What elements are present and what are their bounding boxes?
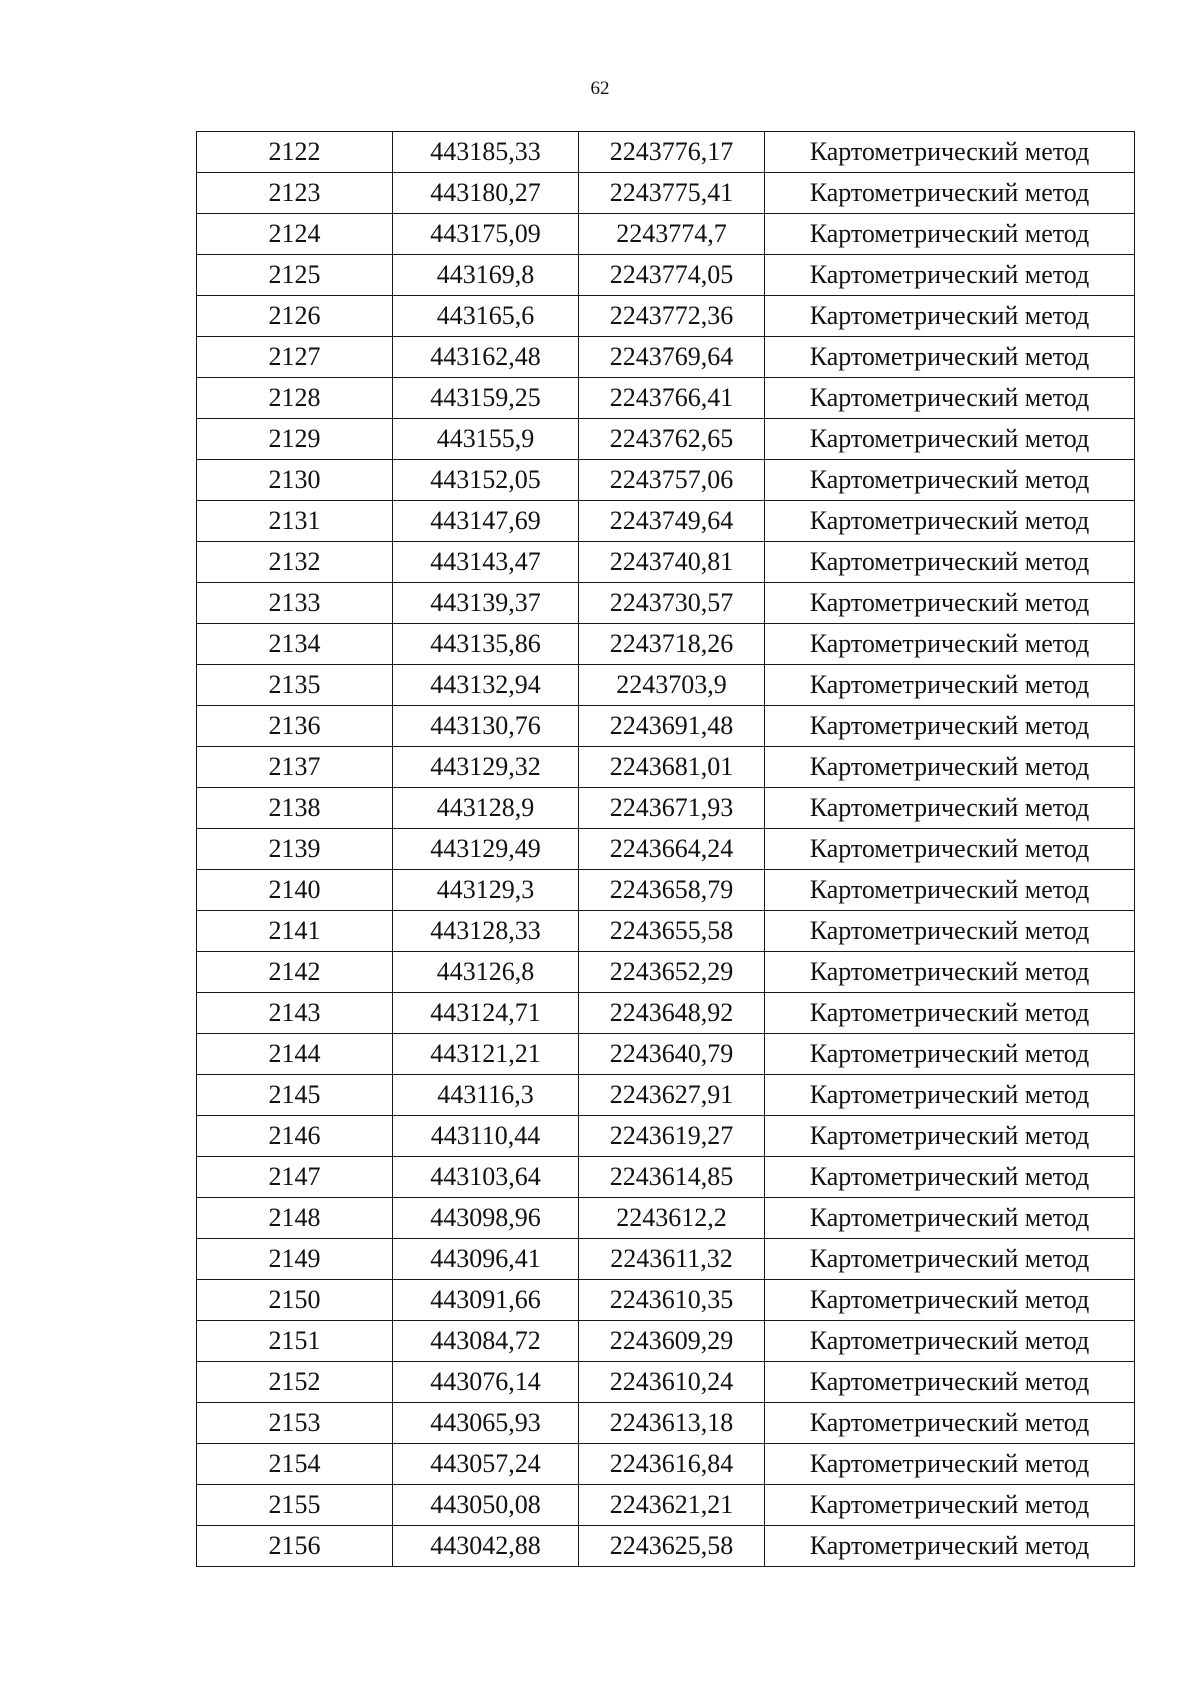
method-cell: Картометрический метод xyxy=(765,296,1135,337)
y-coordinate-cell: 2243749,64 xyxy=(579,501,765,542)
y-coordinate-cell: 2243730,57 xyxy=(579,583,765,624)
x-coordinate-cell: 443139,37 xyxy=(393,583,579,624)
x-coordinate-cell: 443132,94 xyxy=(393,665,579,706)
method-cell: Картометрический метод xyxy=(765,583,1135,624)
table-row xyxy=(197,870,1135,911)
x-coordinate-cell: 443110,44 xyxy=(393,1116,579,1157)
x-coordinate-cell: 443126,8 xyxy=(393,952,579,993)
table-row xyxy=(197,1526,1135,1567)
x-coordinate-cell: 443091,66 xyxy=(393,1280,579,1321)
y-coordinate-cell: 2243613,18 xyxy=(579,1403,765,1444)
point-number-cell: 2133 xyxy=(197,583,393,624)
point-number-cell: 2144 xyxy=(197,1034,393,1075)
method-cell: Картометрический метод xyxy=(765,1157,1135,1198)
point-number-cell: 2127 xyxy=(197,337,393,378)
x-coordinate-cell: 443103,64 xyxy=(393,1157,579,1198)
table-row xyxy=(197,747,1135,788)
y-coordinate-cell: 2243762,65 xyxy=(579,419,765,460)
method-cell: Картометрический метод xyxy=(765,1280,1135,1321)
table-row xyxy=(197,1280,1135,1321)
table-row xyxy=(197,1403,1135,1444)
method-cell: Картометрический метод xyxy=(765,1403,1135,1444)
method-cell: Картометрический метод xyxy=(765,1526,1135,1567)
table-row xyxy=(197,1239,1135,1280)
method-cell: Картометрический метод xyxy=(765,1198,1135,1239)
table-row xyxy=(197,378,1135,419)
table-row xyxy=(197,1362,1135,1403)
y-coordinate-cell: 2243619,27 xyxy=(579,1116,765,1157)
point-number-cell: 2129 xyxy=(197,419,393,460)
y-coordinate-cell: 2243610,24 xyxy=(579,1362,765,1403)
method-cell: Картометрический метод xyxy=(765,173,1135,214)
y-coordinate-cell: 2243655,58 xyxy=(579,911,765,952)
point-number-cell: 2148 xyxy=(197,1198,393,1239)
table-row xyxy=(197,542,1135,583)
y-coordinate-cell: 2243757,06 xyxy=(579,460,765,501)
table-row xyxy=(197,665,1135,706)
y-coordinate-cell: 2243664,24 xyxy=(579,829,765,870)
x-coordinate-cell: 443129,3 xyxy=(393,870,579,911)
x-coordinate-cell: 443098,96 xyxy=(393,1198,579,1239)
table-row xyxy=(197,501,1135,542)
method-cell: Картометрический метод xyxy=(765,337,1135,378)
point-number-cell: 2155 xyxy=(197,1485,393,1526)
method-cell: Картометрический метод xyxy=(765,1321,1135,1362)
method-cell: Картометрический метод xyxy=(765,665,1135,706)
table-row xyxy=(197,1157,1135,1198)
point-number-cell: 2125 xyxy=(197,255,393,296)
method-cell: Картометрический метод xyxy=(765,1075,1135,1116)
x-coordinate-cell: 443175,09 xyxy=(393,214,579,255)
y-coordinate-cell: 2243681,01 xyxy=(579,747,765,788)
y-coordinate-cell: 2243776,17 xyxy=(579,132,765,173)
x-coordinate-cell: 443076,14 xyxy=(393,1362,579,1403)
x-coordinate-cell: 443152,05 xyxy=(393,460,579,501)
table-row xyxy=(197,1075,1135,1116)
method-cell: Картометрический метод xyxy=(765,255,1135,296)
x-coordinate-cell: 443130,76 xyxy=(393,706,579,747)
point-number-cell: 2141 xyxy=(197,911,393,952)
x-coordinate-cell: 443057,24 xyxy=(393,1444,579,1485)
table-row xyxy=(197,706,1135,747)
point-number-cell: 2138 xyxy=(197,788,393,829)
table-row xyxy=(197,993,1135,1034)
x-coordinate-cell: 443129,32 xyxy=(393,747,579,788)
table-row xyxy=(197,173,1135,214)
method-cell: Картометрический метод xyxy=(765,1239,1135,1280)
method-cell: Картометрический метод xyxy=(765,870,1135,911)
x-coordinate-cell: 443096,41 xyxy=(393,1239,579,1280)
x-coordinate-cell: 443042,88 xyxy=(393,1526,579,1567)
x-coordinate-cell: 443147,69 xyxy=(393,501,579,542)
table-row xyxy=(197,419,1135,460)
point-number-cell: 2131 xyxy=(197,501,393,542)
coordinates-table xyxy=(196,131,1135,1567)
y-coordinate-cell: 2243610,35 xyxy=(579,1280,765,1321)
x-coordinate-cell: 443065,93 xyxy=(393,1403,579,1444)
y-coordinate-cell: 2243774,7 xyxy=(579,214,765,255)
table-row xyxy=(197,952,1135,993)
point-number-cell: 2146 xyxy=(197,1116,393,1157)
point-number-cell: 2123 xyxy=(197,173,393,214)
table-row xyxy=(197,829,1135,870)
point-number-cell: 2122 xyxy=(197,132,393,173)
x-coordinate-cell: 443121,21 xyxy=(393,1034,579,1075)
y-coordinate-cell: 2243609,29 xyxy=(579,1321,765,1362)
point-number-cell: 2152 xyxy=(197,1362,393,1403)
table-row xyxy=(197,255,1135,296)
x-coordinate-cell: 443128,9 xyxy=(393,788,579,829)
x-coordinate-cell: 443128,33 xyxy=(393,911,579,952)
method-cell: Картометрический метод xyxy=(765,542,1135,583)
point-number-cell: 2132 xyxy=(197,542,393,583)
x-coordinate-cell: 443143,47 xyxy=(393,542,579,583)
table-row xyxy=(197,583,1135,624)
method-cell: Картометрический метод xyxy=(765,993,1135,1034)
y-coordinate-cell: 2243718,26 xyxy=(579,624,765,665)
point-number-cell: 2153 xyxy=(197,1403,393,1444)
method-cell: Картометрический метод xyxy=(765,1034,1135,1075)
method-cell: Картометрический метод xyxy=(765,378,1135,419)
x-coordinate-cell: 443159,25 xyxy=(393,378,579,419)
method-cell: Картометрический метод xyxy=(765,1362,1135,1403)
y-coordinate-cell: 2243775,41 xyxy=(579,173,765,214)
point-number-cell: 2130 xyxy=(197,460,393,501)
method-cell: Картометрический метод xyxy=(765,952,1135,993)
point-number-cell: 2124 xyxy=(197,214,393,255)
y-coordinate-cell: 2243772,36 xyxy=(579,296,765,337)
y-coordinate-cell: 2243621,21 xyxy=(579,1485,765,1526)
point-number-cell: 2128 xyxy=(197,378,393,419)
x-coordinate-cell: 443165,6 xyxy=(393,296,579,337)
table-row xyxy=(197,1321,1135,1362)
point-number-cell: 2147 xyxy=(197,1157,393,1198)
y-coordinate-cell: 2243658,79 xyxy=(579,870,765,911)
table-row xyxy=(197,1485,1135,1526)
point-number-cell: 2126 xyxy=(197,296,393,337)
y-coordinate-cell: 2243612,2 xyxy=(579,1198,765,1239)
method-cell: Картометрический метод xyxy=(765,829,1135,870)
method-cell: Картометрический метод xyxy=(765,1444,1135,1485)
y-coordinate-cell: 2243703,9 xyxy=(579,665,765,706)
y-coordinate-cell: 2243769,64 xyxy=(579,337,765,378)
table-row xyxy=(197,337,1135,378)
point-number-cell: 2142 xyxy=(197,952,393,993)
y-coordinate-cell: 2243627,91 xyxy=(579,1075,765,1116)
y-coordinate-cell: 2243611,32 xyxy=(579,1239,765,1280)
method-cell: Картометрический метод xyxy=(765,460,1135,501)
point-number-cell: 2139 xyxy=(197,829,393,870)
point-number-cell: 2137 xyxy=(197,747,393,788)
x-coordinate-cell: 443155,9 xyxy=(393,419,579,460)
point-number-cell: 2135 xyxy=(197,665,393,706)
x-coordinate-cell: 443169,8 xyxy=(393,255,579,296)
table-row xyxy=(197,296,1135,337)
method-cell: Картометрический метод xyxy=(765,747,1135,788)
point-number-cell: 2149 xyxy=(197,1239,393,1280)
x-coordinate-cell: 443050,08 xyxy=(393,1485,579,1526)
x-coordinate-cell: 443084,72 xyxy=(393,1321,579,1362)
y-coordinate-cell: 2243774,05 xyxy=(579,255,765,296)
method-cell: Картометрический метод xyxy=(765,419,1135,460)
table-row xyxy=(197,788,1135,829)
x-coordinate-cell: 443116,3 xyxy=(393,1075,579,1116)
point-number-cell: 2136 xyxy=(197,706,393,747)
point-number-cell: 2151 xyxy=(197,1321,393,1362)
x-coordinate-cell: 443162,48 xyxy=(393,337,579,378)
table-row xyxy=(197,1444,1135,1485)
method-cell: Картометрический метод xyxy=(765,1485,1135,1526)
method-cell: Картометрический метод xyxy=(765,911,1135,952)
coordinates-table-body xyxy=(197,132,1135,1567)
table-row xyxy=(197,460,1135,501)
table-row xyxy=(197,1034,1135,1075)
table-row xyxy=(197,214,1135,255)
point-number-cell: 2156 xyxy=(197,1526,393,1567)
method-cell: Картометрический метод xyxy=(765,132,1135,173)
table-row xyxy=(197,624,1135,665)
point-number-cell: 2140 xyxy=(197,870,393,911)
point-number-cell: 2143 xyxy=(197,993,393,1034)
x-coordinate-cell: 443180,27 xyxy=(393,173,579,214)
method-cell: Картометрический метод xyxy=(765,706,1135,747)
method-cell: Картометрический метод xyxy=(765,1116,1135,1157)
table-row xyxy=(197,1198,1135,1239)
y-coordinate-cell: 2243616,84 xyxy=(579,1444,765,1485)
y-coordinate-cell: 2243671,93 xyxy=(579,788,765,829)
point-number-cell: 2154 xyxy=(197,1444,393,1485)
point-number-cell: 2150 xyxy=(197,1280,393,1321)
method-cell: Картометрический метод xyxy=(765,624,1135,665)
method-cell: Картометрический метод xyxy=(765,788,1135,829)
point-number-cell: 2145 xyxy=(197,1075,393,1116)
method-cell: Картометрический метод xyxy=(765,214,1135,255)
x-coordinate-cell: 443135,86 xyxy=(393,624,579,665)
y-coordinate-cell: 2243648,92 xyxy=(579,993,765,1034)
y-coordinate-cell: 2243691,48 xyxy=(579,706,765,747)
y-coordinate-cell: 2243766,41 xyxy=(579,378,765,419)
table-row xyxy=(197,911,1135,952)
table-row xyxy=(197,132,1135,173)
page-number: 62 xyxy=(590,78,610,99)
x-coordinate-cell: 443129,49 xyxy=(393,829,579,870)
point-number-cell: 2134 xyxy=(197,624,393,665)
y-coordinate-cell: 2243640,79 xyxy=(579,1034,765,1075)
x-coordinate-cell: 443185,33 xyxy=(393,132,579,173)
y-coordinate-cell: 2243614,85 xyxy=(579,1157,765,1198)
method-cell: Картометрический метод xyxy=(765,501,1135,542)
y-coordinate-cell: 2243740,81 xyxy=(579,542,765,583)
y-coordinate-cell: 2243625,58 xyxy=(579,1526,765,1567)
y-coordinate-cell: 2243652,29 xyxy=(579,952,765,993)
table-row xyxy=(197,1116,1135,1157)
x-coordinate-cell: 443124,71 xyxy=(393,993,579,1034)
